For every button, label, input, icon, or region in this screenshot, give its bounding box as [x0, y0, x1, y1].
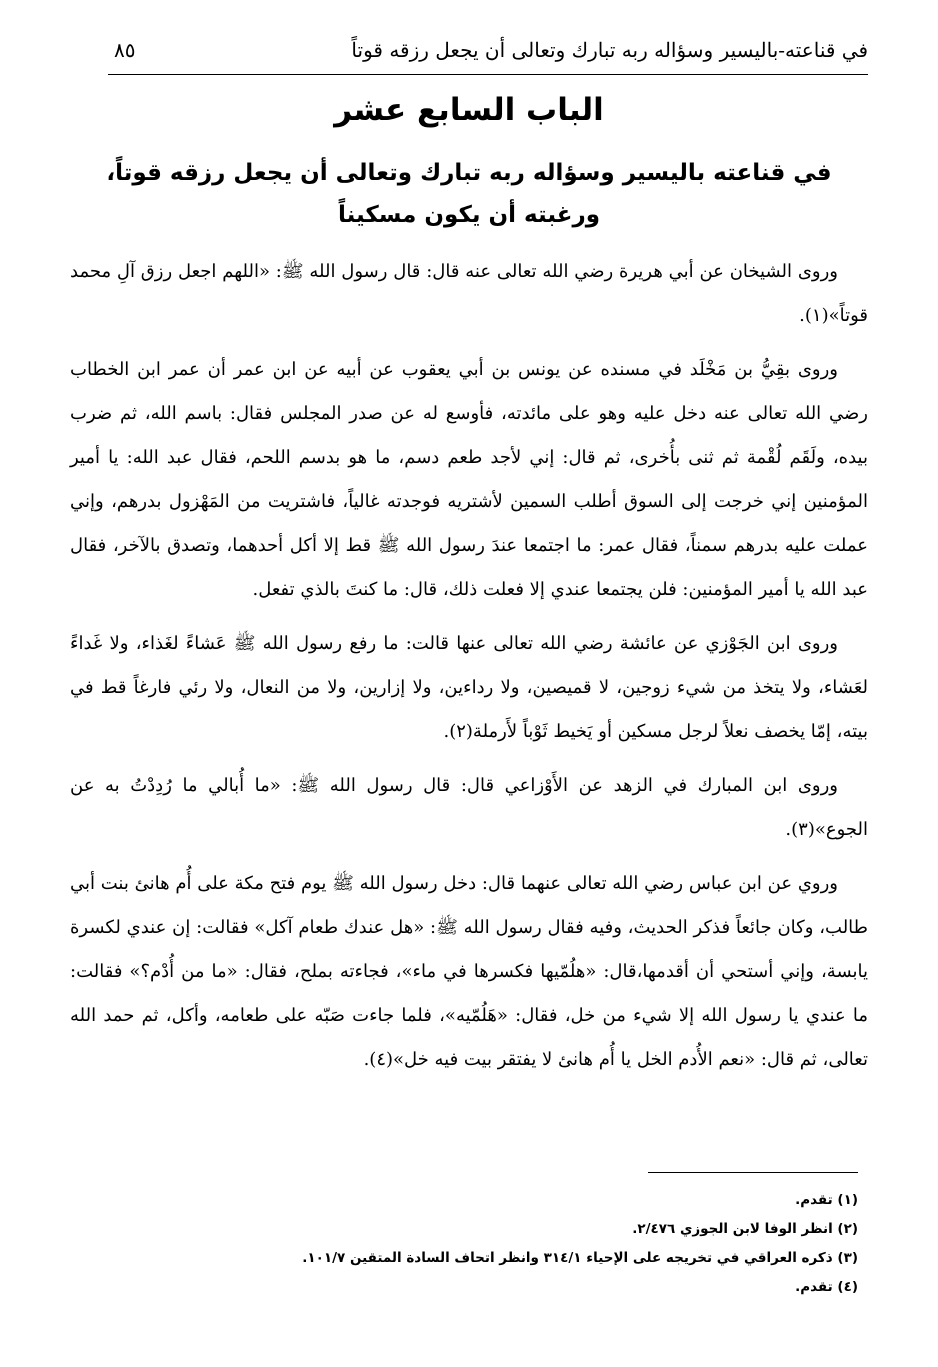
running-title: في قناعته-باليسير وسؤاله ربه تبارك وتعالى أن يجعل رزقه قوتاً	[351, 38, 868, 62]
body-text	[70, 250, 868, 1092]
footnote: (٢) انظر الوفا لابن الجوزي ٢/٤٧٦.	[632, 1221, 858, 1237]
footnote: (١) تقدم.	[795, 1192, 858, 1208]
chapter-subtitle	[70, 152, 868, 236]
paragraph: وروي عن ابن عباس رضي الله تعالى عنهما قال: دخل رسول الله ﷺ يوم فتح مكة على أُم هانئ بنت أبي طالب، وكان جائعاً فذكر الحديث، وفيه فقال رسول الله ﷺ: «هل عندك طعام آكل» فقالت: إن عندي لكسرة يابسة، وإني أستحي أن أقدمها،قال: «هلُمّيها فكسرها في ماء»، فجاءته بملح، فقال: «ما من أُدْم؟» فقالت: ما عندي يا رسول الله إلا شيء من خل، فقال: «هَلُمّيه»، فلما جاءت صَبّه على طعامه، وأكل، ثم حمد الله تعالى، ثم قال: «نعم الأُدم الخل يا أُم هانئ لا يفتقر بيت فيه خل»(٤).	[70, 873, 869, 1070]
chapter-title: الباب السابع عشر	[334, 92, 604, 128]
paragraph: وروى الشيخان عن أبي هريرة رضي الله تعالى عنه قال: قال رسول الله ﷺ: «اللهم اجعل رزق آلِ محمد قوتاً»(١).	[70, 261, 868, 326]
paragraph: وروى ابن المبارك في الزهد عن الأَوْزاعي قال: قال رسول الله ﷺ: «ما أُبالي ما رُدِدْتُ به عن الجوع»(٣).	[70, 775, 868, 840]
footnote-divider	[648, 1172, 858, 1173]
footnote: (٤) تقدم.	[795, 1279, 858, 1295]
running-header	[108, 34, 868, 75]
chapter-subtitle-line: ورغبته أن يكون مسكيناً	[337, 202, 600, 228]
paragraph: وروى ابن الجَوْزي عن عائشة رضي الله تعالى عنها قالت: ما رفع رسول الله ﷺ عَشاءً لغَذاء، ولا غَداءً لعَشاء، ولا يتخذ من شيء زوجين، لا قميصين، ولا رداءين، ولا إزارين، ولا من النعال، ولا رئي فارغاً قط في بيته، إمّا يخصف نعلاً لرجل مسكين أو يَخيط ثَوْباً لأَرملة(٢).	[70, 633, 869, 742]
chapter-subtitle-line: في قناعته باليسير وسؤاله ربه تبارك وتعالى أن يجعل رزقه قوتاً،	[106, 160, 832, 186]
footnote: (٣) ذكره العراقي في تخريجه على الإحياء ٣١٤/١ وانظر اتحاف السادة المتقين ١٠١/٧.	[302, 1250, 858, 1266]
paragraph: وروى بقِيُّ بن مَخْلَد في مسنده عن يونس بن أبي يعقوب عن أبيه عن ابن عمر أن عمر ابن الخطاب رضي الله تعالى عنه دخل عليه وهو على مائدته، فأوسع له عن صدر المجلس فقال: باسم الله، ثم ضرب بيده، ولَقَم لُقْمة ثم ثنى بأُخرى، ثم قال: إني لأجد طعم دسم، ما هو بدسم اللحم، فقال عبد الله: يا أمير المؤمنين إني خرجت إلى السوق أطلب السمين لأشتريه فوجدته غالياً، فاشتريت من المَهْزول بدرهم، وإني عملت عليه بدرهم سمناً، فقال عمر: ما اجتمعا عندَ رسول الله ﷺ قط إلا أكل أحدهما، وتصدق بالآخر، فقال عبد الله يا أمير المؤمنين: فلن يجتمعا عندي إلا فعلت ذلك، قال: ما كنتَ بالذي تفعل.	[70, 359, 868, 600]
page-number: ٨٥	[114, 38, 136, 62]
footnotes	[120, 1186, 858, 1302]
